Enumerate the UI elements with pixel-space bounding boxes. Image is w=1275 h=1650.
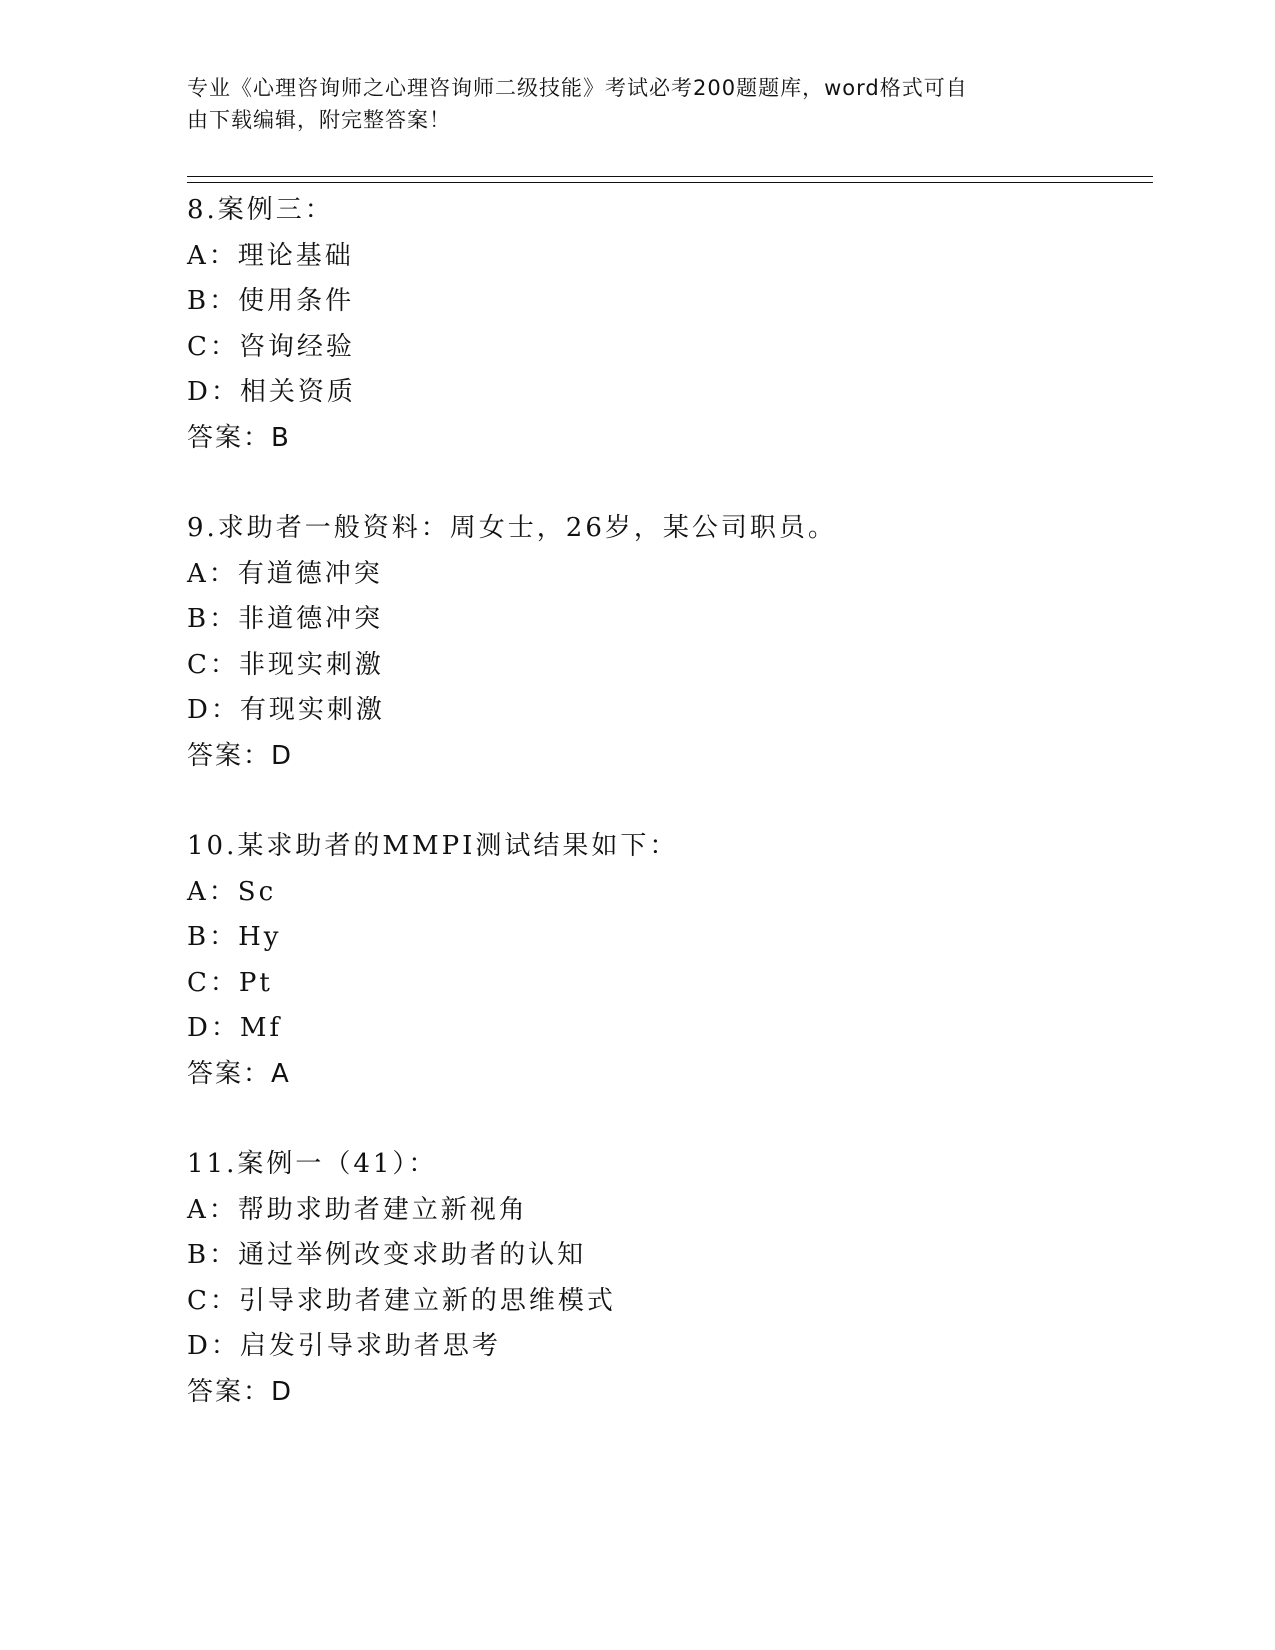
question-11 xyxy=(187,1142,1153,1415)
option-b: B：Hy xyxy=(187,922,282,952)
document-header xyxy=(187,72,1087,136)
option-d: D：相关资质 xyxy=(187,377,356,407)
option-a: A：理论基础 xyxy=(187,240,354,271)
option-a: A：Sc xyxy=(187,876,277,907)
option-a: A：帮助求助者建立新视角 xyxy=(187,1194,528,1225)
question-stem: 11.案例一（41）： xyxy=(187,1149,438,1179)
option-c: C：咨询经验 xyxy=(187,331,355,362)
option-a: A：有道德冲突 xyxy=(187,558,383,589)
option-b: B：非道德冲突 xyxy=(187,604,384,634)
question-stem: 8.案例三： xyxy=(187,195,334,225)
option-b: B：通过举例改变求助者的认知 xyxy=(187,1240,587,1270)
question-stem: 9.求助者一般资料：周女士，26岁，某公司职员。 xyxy=(187,513,837,543)
question-list xyxy=(187,188,1153,1460)
question-stem: 10.某求助者的MMPI测试结果如下： xyxy=(187,831,679,861)
header-line-2: 由下载编辑，附完整答案！ xyxy=(187,108,451,132)
header-divider-top xyxy=(187,176,1153,177)
question-9 xyxy=(187,506,1153,779)
option-d: D：Mf xyxy=(187,1013,283,1043)
header-line-1: 专业《心理咨询师之心理咨询师二级技能》考试必考200题题库，word格式可自 xyxy=(187,76,968,100)
answer-line: 答案：D xyxy=(187,740,294,771)
option-c: C：非现实刺激 xyxy=(187,649,384,680)
option-d: D：有现实刺激 xyxy=(187,695,385,725)
option-c: C：引导求助者建立新的思维模式 xyxy=(187,1285,616,1316)
answer-line: 答案：A xyxy=(187,1058,291,1089)
question-10 xyxy=(187,824,1153,1097)
option-d: D：启发引导求助者思考 xyxy=(187,1331,501,1361)
answer-line: 答案：B xyxy=(187,422,291,453)
answer-line: 答案：D xyxy=(187,1376,294,1407)
question-8 xyxy=(187,188,1153,461)
option-b: B：使用条件 xyxy=(187,286,355,316)
option-c: C：Pt xyxy=(187,967,273,998)
header-divider-bottom xyxy=(187,182,1153,183)
